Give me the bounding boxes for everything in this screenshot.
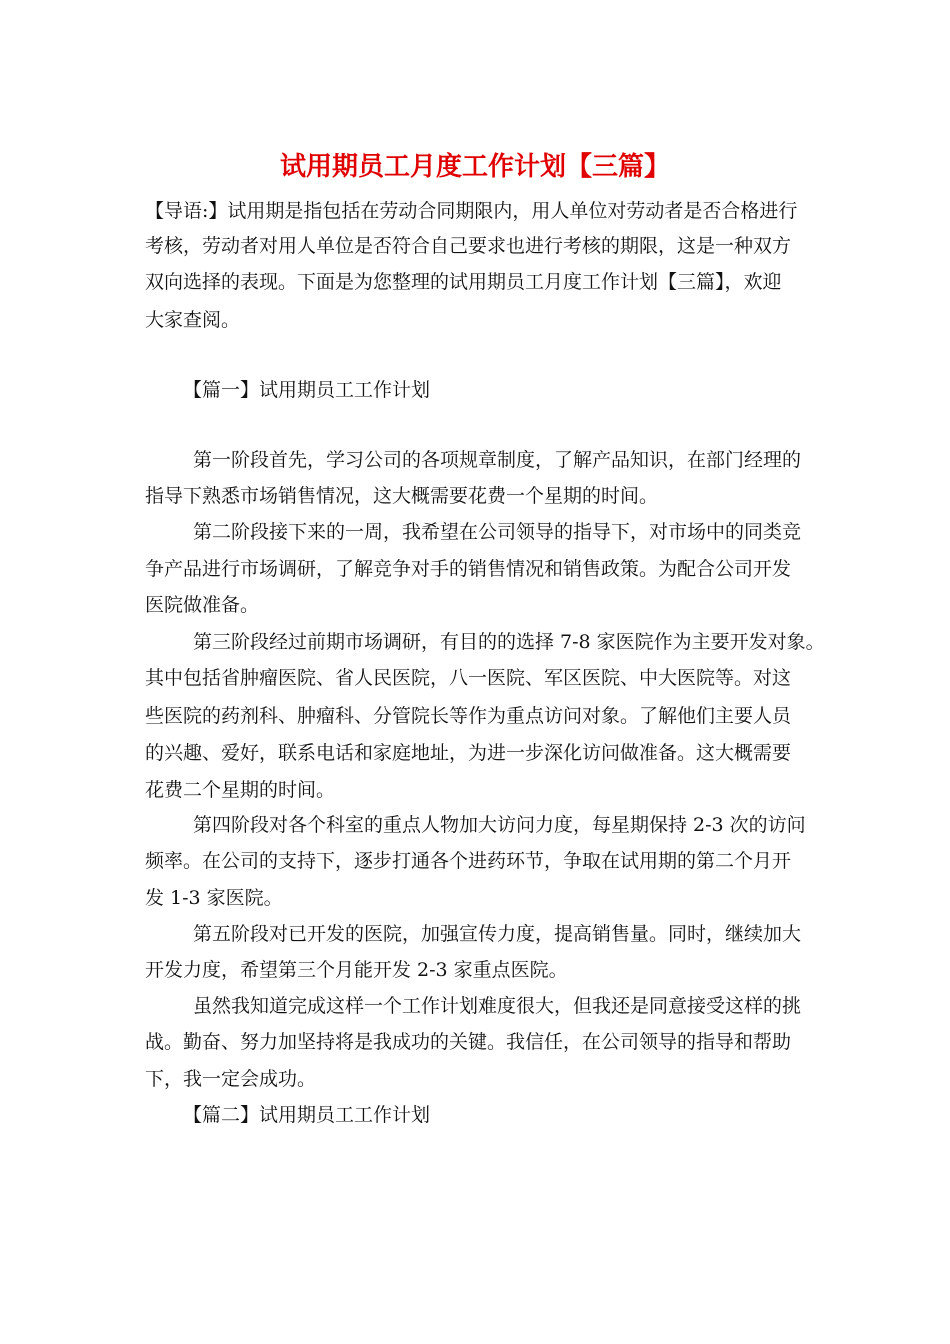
paragraph-6-line-3: 下，我一定会成功。: [145, 1068, 317, 1090]
intro-line-2: 考核，劳动者对用人单位是否符合自己要求也进行考核的期限，这是一种双方: [145, 235, 792, 257]
paragraph-6-line-2: 战。勤奋、努力加坚持将是我成功的关键。我信任，在公司领导的指导和帮助: [145, 1031, 792, 1053]
paragraph-5-line-1: 第五阶段对已开发的医院，加强宣传力度，提高销售量。同时，继续加大: [193, 923, 802, 945]
paragraph-3-line-2: 其中包括省肿瘤医院、省人民医院，八一医院、军区医院、中大医院等。对这: [145, 667, 792, 689]
intro-line-1: 【导语:】试用期是指包括在劳动合同期限内，用人单位对劳动者是否合格进行: [145, 200, 798, 222]
paragraph-1-line-2: 指导下熟悉市场销售情况，这大概需要花费一个星期的时间。: [145, 485, 659, 507]
paragraph-3-line-5: 花费二个星期的时间。: [145, 779, 336, 801]
intro-line-3: 双向选择的表现。下面是为您整理的试用期员工月度工作计划【三篇】，欢迎: [145, 271, 782, 293]
paragraph-4-line-3: 发 1-3 家医院。: [145, 887, 283, 909]
paragraph-2-line-2: 争产品进行市场调研，了解竞争对手的销售情况和销售政策。为配合公司开发: [145, 558, 792, 580]
intro-line-4: 大家查阅。: [145, 309, 241, 331]
document-title: 试用期员工月度工作计划【三篇】: [279, 152, 670, 182]
paragraph-6-line-1: 虽然我知道完成这样一个工作计划难度很大，但我还是同意接受这样的挑: [193, 995, 802, 1017]
paragraph-5-line-2: 开发力度，希望第三个月能开发 2-3 家重点医院。: [145, 959, 568, 981]
paragraph-3-line-3: 些医院的药剂科、肿瘤科、分管院长等作为重点访问对象。了解他们主要人员: [145, 705, 792, 727]
paragraph-2-line-3: 医院做准备。: [145, 594, 260, 616]
paragraph-4-line-2: 频率。在公司的支持下，逐步打通各个进药环节，争取在试用期的第二个月开: [145, 850, 792, 872]
paragraph-2-line-1: 第二阶段接下来的一周，我希望在公司领导的指导下，对市场中的同类竞: [193, 521, 802, 543]
section-heading-2: 【篇二】试用期员工工作计划: [183, 1104, 431, 1126]
section-heading-1: 【篇一】试用期员工工作计划: [183, 379, 431, 401]
paragraph-3-line-1: 第三阶段经过前期市场调研，有目的的选择 7-8 家医院作为主要开发对象。: [193, 631, 825, 653]
paragraph-1-line-1: 第一阶段首先，学习公司的各项规章制度，了解产品知识，在部门经理的: [193, 449, 802, 471]
paragraph-3-line-4: 的兴趣、爱好，联系电话和家庭地址，为进一步深化访问做准备。这大概需要: [145, 742, 792, 764]
paragraph-4-line-1: 第四阶段对各个科室的重点人物加大访问力度，每星期保持 2-3 次的访问: [193, 814, 806, 836]
